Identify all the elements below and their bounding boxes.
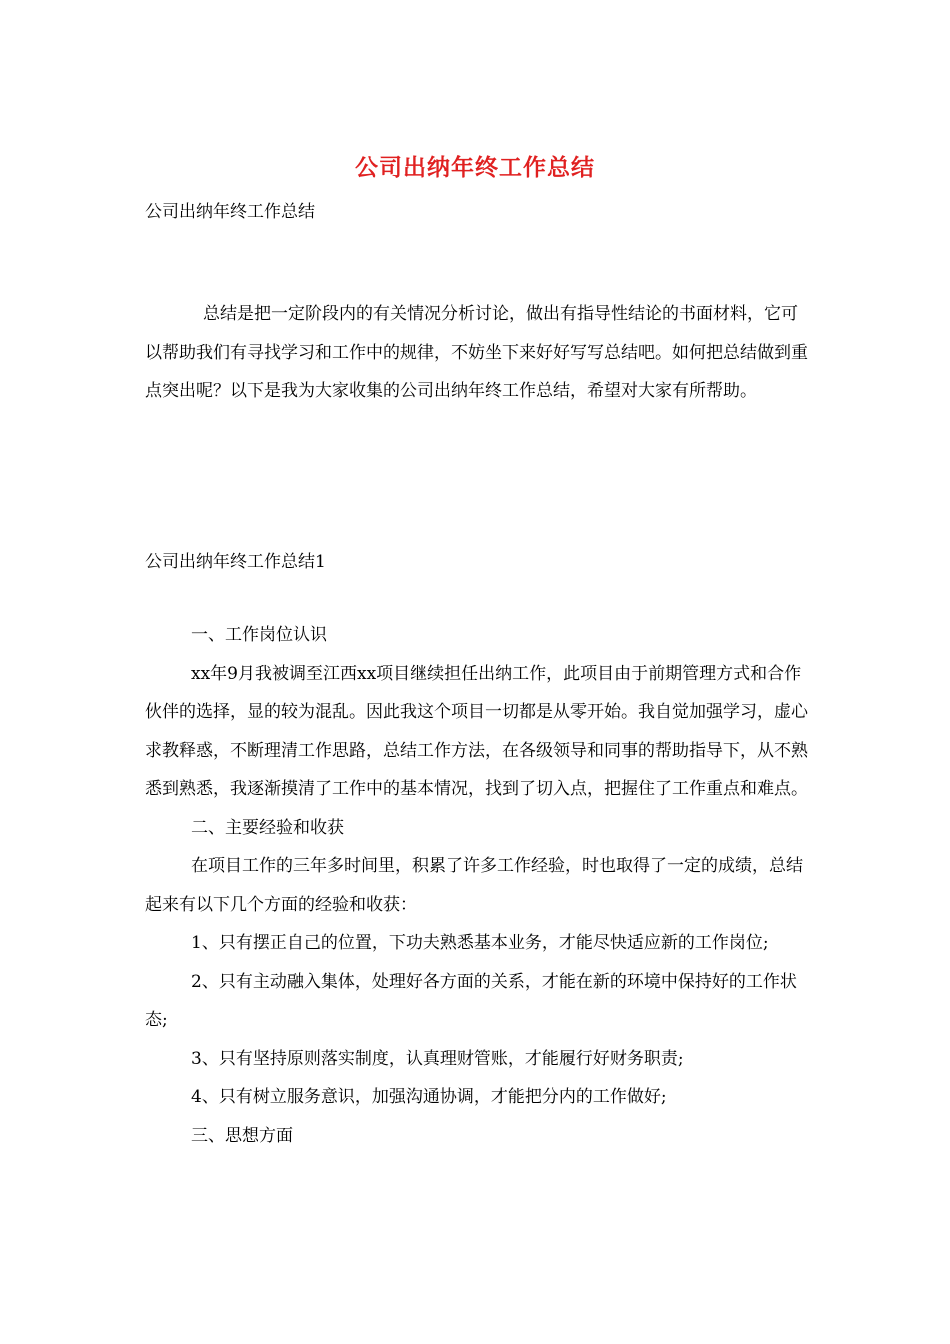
section-title: 公司出纳年终工作总结1 bbox=[145, 552, 326, 572]
heading-thinking: 三、思想方面 bbox=[191, 1125, 293, 1146]
list-item: 2、只有主动融入集体，处理好各方面的关系，才能在新的环境中保持好的工作状态; bbox=[145, 971, 797, 1030]
list-item: 4、只有树立服务意识，加强沟通协调，才能把分内的工作做好; bbox=[191, 1087, 667, 1107]
intro-paragraph: 总结是把一定阶段内的有关情况分析讨论，做出有指导性结论的书面材料，它可以帮助我们有寻找学习和工作中的规律，不妨坐下来好好写写总结吧。如何把总结做到重点突出呢？以下是我为大家收集的公司出纳年终工作总结，希望对大家有所帮助。 bbox=[145, 304, 808, 401]
list-item: 1、只有摆正自己的位置，下功夫熟悉基本业务，才能尽快适应新的工作岗位; bbox=[191, 933, 769, 953]
document-title: 公司出纳年终工作总结 bbox=[355, 154, 595, 181]
section-body bbox=[145, 616, 810, 1155]
body-paragraph: xx年9月我被调至江西xx项目继续担任出纳工作，此项目由于前期管理方式和合作伙伴的选择，显的较为混乱。因此我这个项目一切都是从零开始。我自觉加强学习，虚心求教释惑，不断理清工作思路，总结工作方法，在各级领导和同事的帮助指导下，从不熟悉到熟悉，我逐渐摸清了工作中的基本情况，找到了切入点，把握住了工作重点和难点。 bbox=[145, 663, 808, 799]
document-subtitle: 公司出纳年终工作总结 bbox=[145, 202, 315, 222]
heading-job-role: 一、工作岗位认识 bbox=[191, 625, 327, 645]
heading-experience: 二、主要经验和收获 bbox=[191, 817, 344, 838]
body-paragraph: 在项目工作的三年多时间里，积累了许多工作经验，时也取得了一定的成绩，总结起来有以下几个方面的经验和收获： bbox=[145, 856, 803, 915]
list-item: 3、只有坚持原则落实制度，认真理财管账，才能履行好财务职责; bbox=[191, 1048, 684, 1069]
